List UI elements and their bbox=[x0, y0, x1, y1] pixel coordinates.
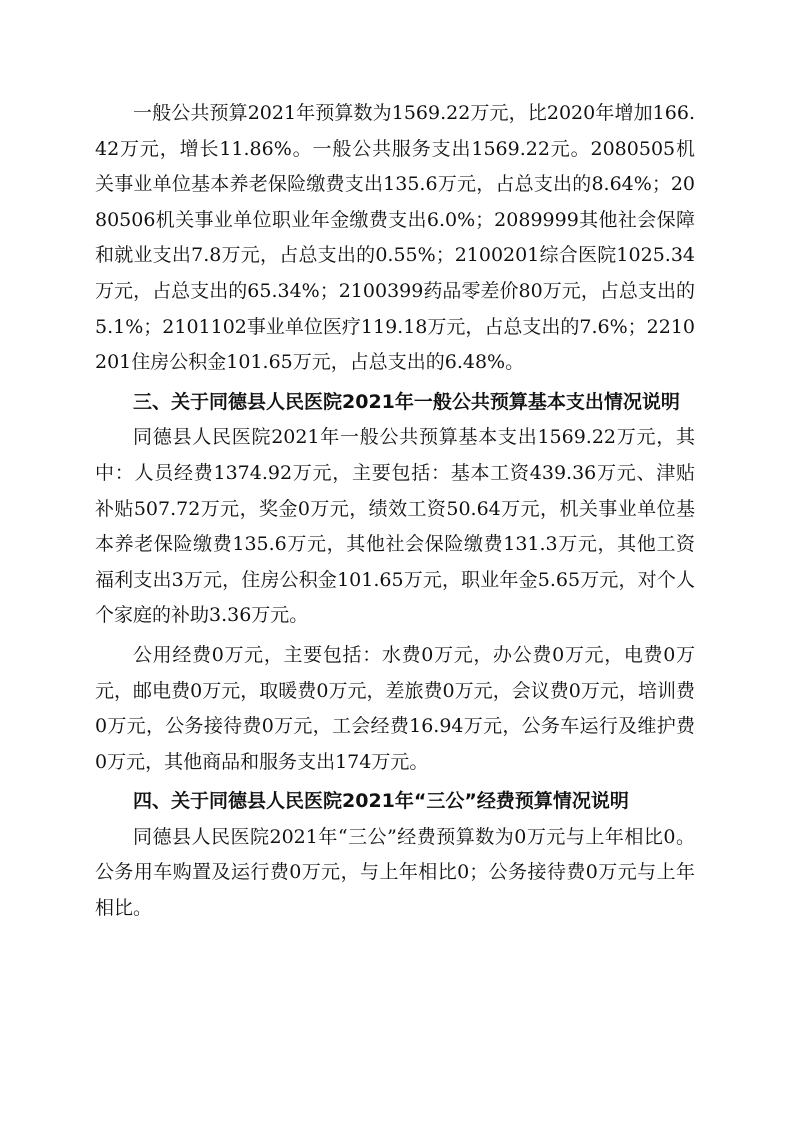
section-3-heading: 三、关于同德县人民医院2021年一般公共预算基本支出情况说明 bbox=[133, 390, 680, 413]
section-4-heading: 四、关于同德县人民医院2021年“三公”经费预算情况说明 bbox=[133, 790, 629, 813]
basic-expenditure-paragraph: 同德县人民医院2021年一般公共预算基本支出1569.22万元，其中：人员经费1374.92万元，主要包括：基本工资439.36万元、津贴补贴507.72万元，奖金0万元，绩效工资50.64万元，机关事业单位基本养老保险缴费135.6万元，其他社会保险缴费131.3万元，其他工资福利支出3万元，住房公积金101.65万元，职业年金5.65万元，对个人个家庭的补助3.36万元。 bbox=[95, 426, 695, 627]
public-funds-paragraph: 公用经费0万元，主要包括：水费0万元，办公费0万元，电费0万元，邮电费0万元，取暖费0万元，差旅费0万元，会议费0万元，培训费0万元，公务接待费0万元，工会经费16.94万元，公务车运行及维护费0万元，其他商品和服务支出174万元。 bbox=[95, 643, 695, 773]
document-body bbox=[95, 96, 695, 927]
three-public-funds-paragraph: 同德县人民医院2021年“三公”经费预算数为0万元与上年相比0。公务用车购置及运行费0万元，与上年相比0；公务接待费0万元与上年相比。 bbox=[95, 825, 695, 920]
budget-summary-paragraph: 一般公共预算2021年预算数为1569.22万元，比2020年增加166.42万元，增长11.86%。一般公共服务支出1569.22元。2080505机关事业单位基本养老保险缴费支出135.6万元，占总支出的8.64%；2080506机关事业单位职业年金缴费支出6.0%；2089999其他社会保障和就业支出7.8万元，占总支出的0.55%；2100201综合医院1025.34万元，占总支出的65.34%；2100399药品零差价80万元，占总支出的5.1%；2101102事业单位医疗119.18万元，占总支出的7.6%；2210201住房公积金101.65万元，占总支出的6.48%。 bbox=[95, 102, 695, 374]
